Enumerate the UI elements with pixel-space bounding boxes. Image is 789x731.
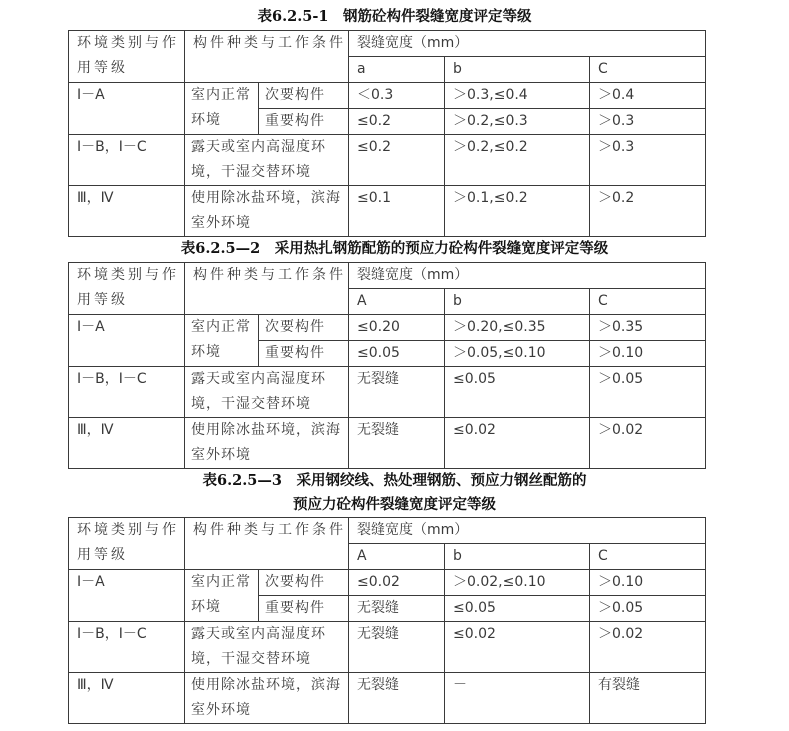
header-component-condition: 构件种类与工作条件 — [185, 31, 349, 83]
cell-grade-c: 有裂缝 — [590, 673, 706, 724]
header-crack-width: 裂缝宽度（mm） — [349, 31, 706, 57]
cell-grade-a: 无裂缝 — [349, 622, 445, 673]
cell-grade-c: ＞0.02 — [590, 622, 706, 673]
cell-subtype: 次要构件 — [259, 83, 349, 109]
cell-condition: 使用除冰盐环境，滨海室外环境 — [185, 673, 349, 724]
table-row — [69, 315, 706, 341]
cell-condition: 室内正常环境 — [185, 315, 259, 367]
header-env-class: 环境类别与作用等级 — [69, 518, 185, 570]
cell-grade-a: 无裂缝 — [349, 596, 445, 622]
cell-condition: 露天或室内高湿度环境，干湿交替环境 — [185, 367, 349, 418]
table-row — [69, 367, 706, 418]
cell-condition: 露天或室内高湿度环境，干湿交替环境 — [185, 622, 349, 673]
cell-grade-a: ≤0.2 — [349, 109, 445, 135]
cell-condition: 露天或室内高湿度环境，干湿交替环境 — [185, 135, 349, 186]
cell-grade-a: ≤0.1 — [349, 186, 445, 237]
cell-condition: 使用除冰盐环境，滨海室外环境 — [185, 418, 349, 469]
cell-grade-b: ＞0.05,≤0.10 — [445, 341, 590, 367]
cell-grade-b: ＞0.20,≤0.35 — [445, 315, 590, 341]
table-row — [69, 570, 706, 596]
cell-grade-b: ≤0.05 — [445, 367, 590, 418]
cell-grade-a: ≤0.20 — [349, 315, 445, 341]
header-grade-a: a — [349, 57, 445, 83]
cell-grade-a: ≤0.05 — [349, 341, 445, 367]
cell-grade-c: ＞0.10 — [590, 570, 706, 596]
cell-env: Ⅰ－A — [69, 315, 185, 367]
cell-grade-b: ＞0.02,≤0.10 — [445, 570, 590, 596]
cell-grade-a: ≤0.2 — [349, 135, 445, 186]
cell-grade-a: 无裂缝 — [349, 367, 445, 418]
header-grade-a: A — [349, 289, 445, 315]
header-grade-b: b — [445, 289, 590, 315]
header-crack-width: 裂缝宽度（mm） — [349, 263, 706, 289]
crack-width-table-3 — [68, 517, 706, 724]
cell-env: Ⅲ，Ⅳ — [69, 673, 185, 724]
table-row — [69, 622, 706, 673]
cell-subtype: 重要构件 — [259, 596, 349, 622]
crack-width-table-1 — [68, 30, 706, 237]
cell-grade-c: ＞0.05 — [590, 367, 706, 418]
cell-env: Ⅰ－B，Ⅰ－C — [69, 367, 185, 418]
header-component-condition: 构件种类与工作条件 — [185, 263, 349, 315]
cell-env: Ⅰ－B，Ⅰ－C — [69, 135, 185, 186]
cell-grade-a: ≤0.02 — [349, 570, 445, 596]
cell-grade-b: ＞0.1,≤0.2 — [445, 186, 590, 237]
cell-grade-c: ＞0.3 — [590, 135, 706, 186]
cell-grade-c: ＞0.2 — [590, 186, 706, 237]
cell-grade-b: ＞0.3,≤0.4 — [445, 83, 590, 109]
header-grade-c: C — [590, 57, 706, 83]
cell-grade-c: ＞0.10 — [590, 341, 706, 367]
table-1-title: 表6.2.5-1 钢筋砼构件裂缝宽度评定等级 — [257, 8, 532, 25]
cell-grade-a: 无裂缝 — [349, 418, 445, 469]
cell-subtype: 重要构件 — [259, 109, 349, 135]
table-3-title-line-1: 表6.2.5—3 采用钢绞线、热处理钢筋、预应力钢丝配筋的 — [202, 472, 587, 489]
header-grade-a: A — [349, 544, 445, 570]
cell-grade-b: ≤0.02 — [445, 418, 590, 469]
cell-grade-b: ≤0.02 — [445, 622, 590, 673]
cell-subtype: 次要构件 — [259, 315, 349, 341]
cell-condition: 室内正常环境 — [185, 570, 259, 622]
header-crack-width: 裂缝宽度（mm） — [349, 518, 706, 544]
cell-grade-b: ≤0.05 — [445, 596, 590, 622]
cell-grade-a: 无裂缝 — [349, 673, 445, 724]
table-row — [69, 418, 706, 469]
header-grade-b: b — [445, 57, 590, 83]
cell-grade-c: ＞0.35 — [590, 315, 706, 341]
header-component-condition: 构件种类与工作条件 — [185, 518, 349, 570]
table-3-title-line-2: 预应力砼构件裂缝宽度评定等级 — [293, 496, 496, 513]
table-row — [69, 186, 706, 237]
cell-grade-c: ＞0.05 — [590, 596, 706, 622]
header-grade-c: C — [590, 289, 706, 315]
header-env-class: 环境类别与作用等级 — [69, 31, 185, 83]
table-2-title: 表6.2.5—2 采用热扎钢筋配筋的预应力砼构件裂缝宽度评定等级 — [180, 240, 609, 257]
cell-env: Ⅲ，Ⅳ — [69, 186, 185, 237]
cell-grade-a: ＜0.3 — [349, 83, 445, 109]
cell-grade-b: ＞0.2,≤0.2 — [445, 135, 590, 186]
header-env-class: 环境类别与作用等级 — [69, 263, 185, 315]
table-row — [69, 135, 706, 186]
cell-env: Ⅲ，Ⅳ — [69, 418, 185, 469]
cell-grade-c: ＞0.02 — [590, 418, 706, 469]
cell-grade-c: ＞0.3 — [590, 109, 706, 135]
cell-condition: 室内正常环境 — [185, 83, 259, 135]
cell-grade-b: － — [445, 673, 590, 724]
cell-env: Ⅰ－A — [69, 83, 185, 135]
cell-subtype: 重要构件 — [259, 341, 349, 367]
cell-subtype: 次要构件 — [259, 570, 349, 596]
cell-condition: 使用除冰盐环境，滨海室外环境 — [185, 186, 349, 237]
cell-grade-b: ＞0.2,≤0.3 — [445, 109, 590, 135]
cell-grade-c: ＞0.4 — [590, 83, 706, 109]
header-grade-c: C — [590, 544, 706, 570]
table-row — [69, 673, 706, 724]
header-grade-b: b — [445, 544, 590, 570]
cell-env: Ⅰ－A — [69, 570, 185, 622]
table-row — [69, 83, 706, 109]
cell-env: Ⅰ－B，Ⅰ－C — [69, 622, 185, 673]
crack-width-table-2 — [68, 262, 706, 469]
